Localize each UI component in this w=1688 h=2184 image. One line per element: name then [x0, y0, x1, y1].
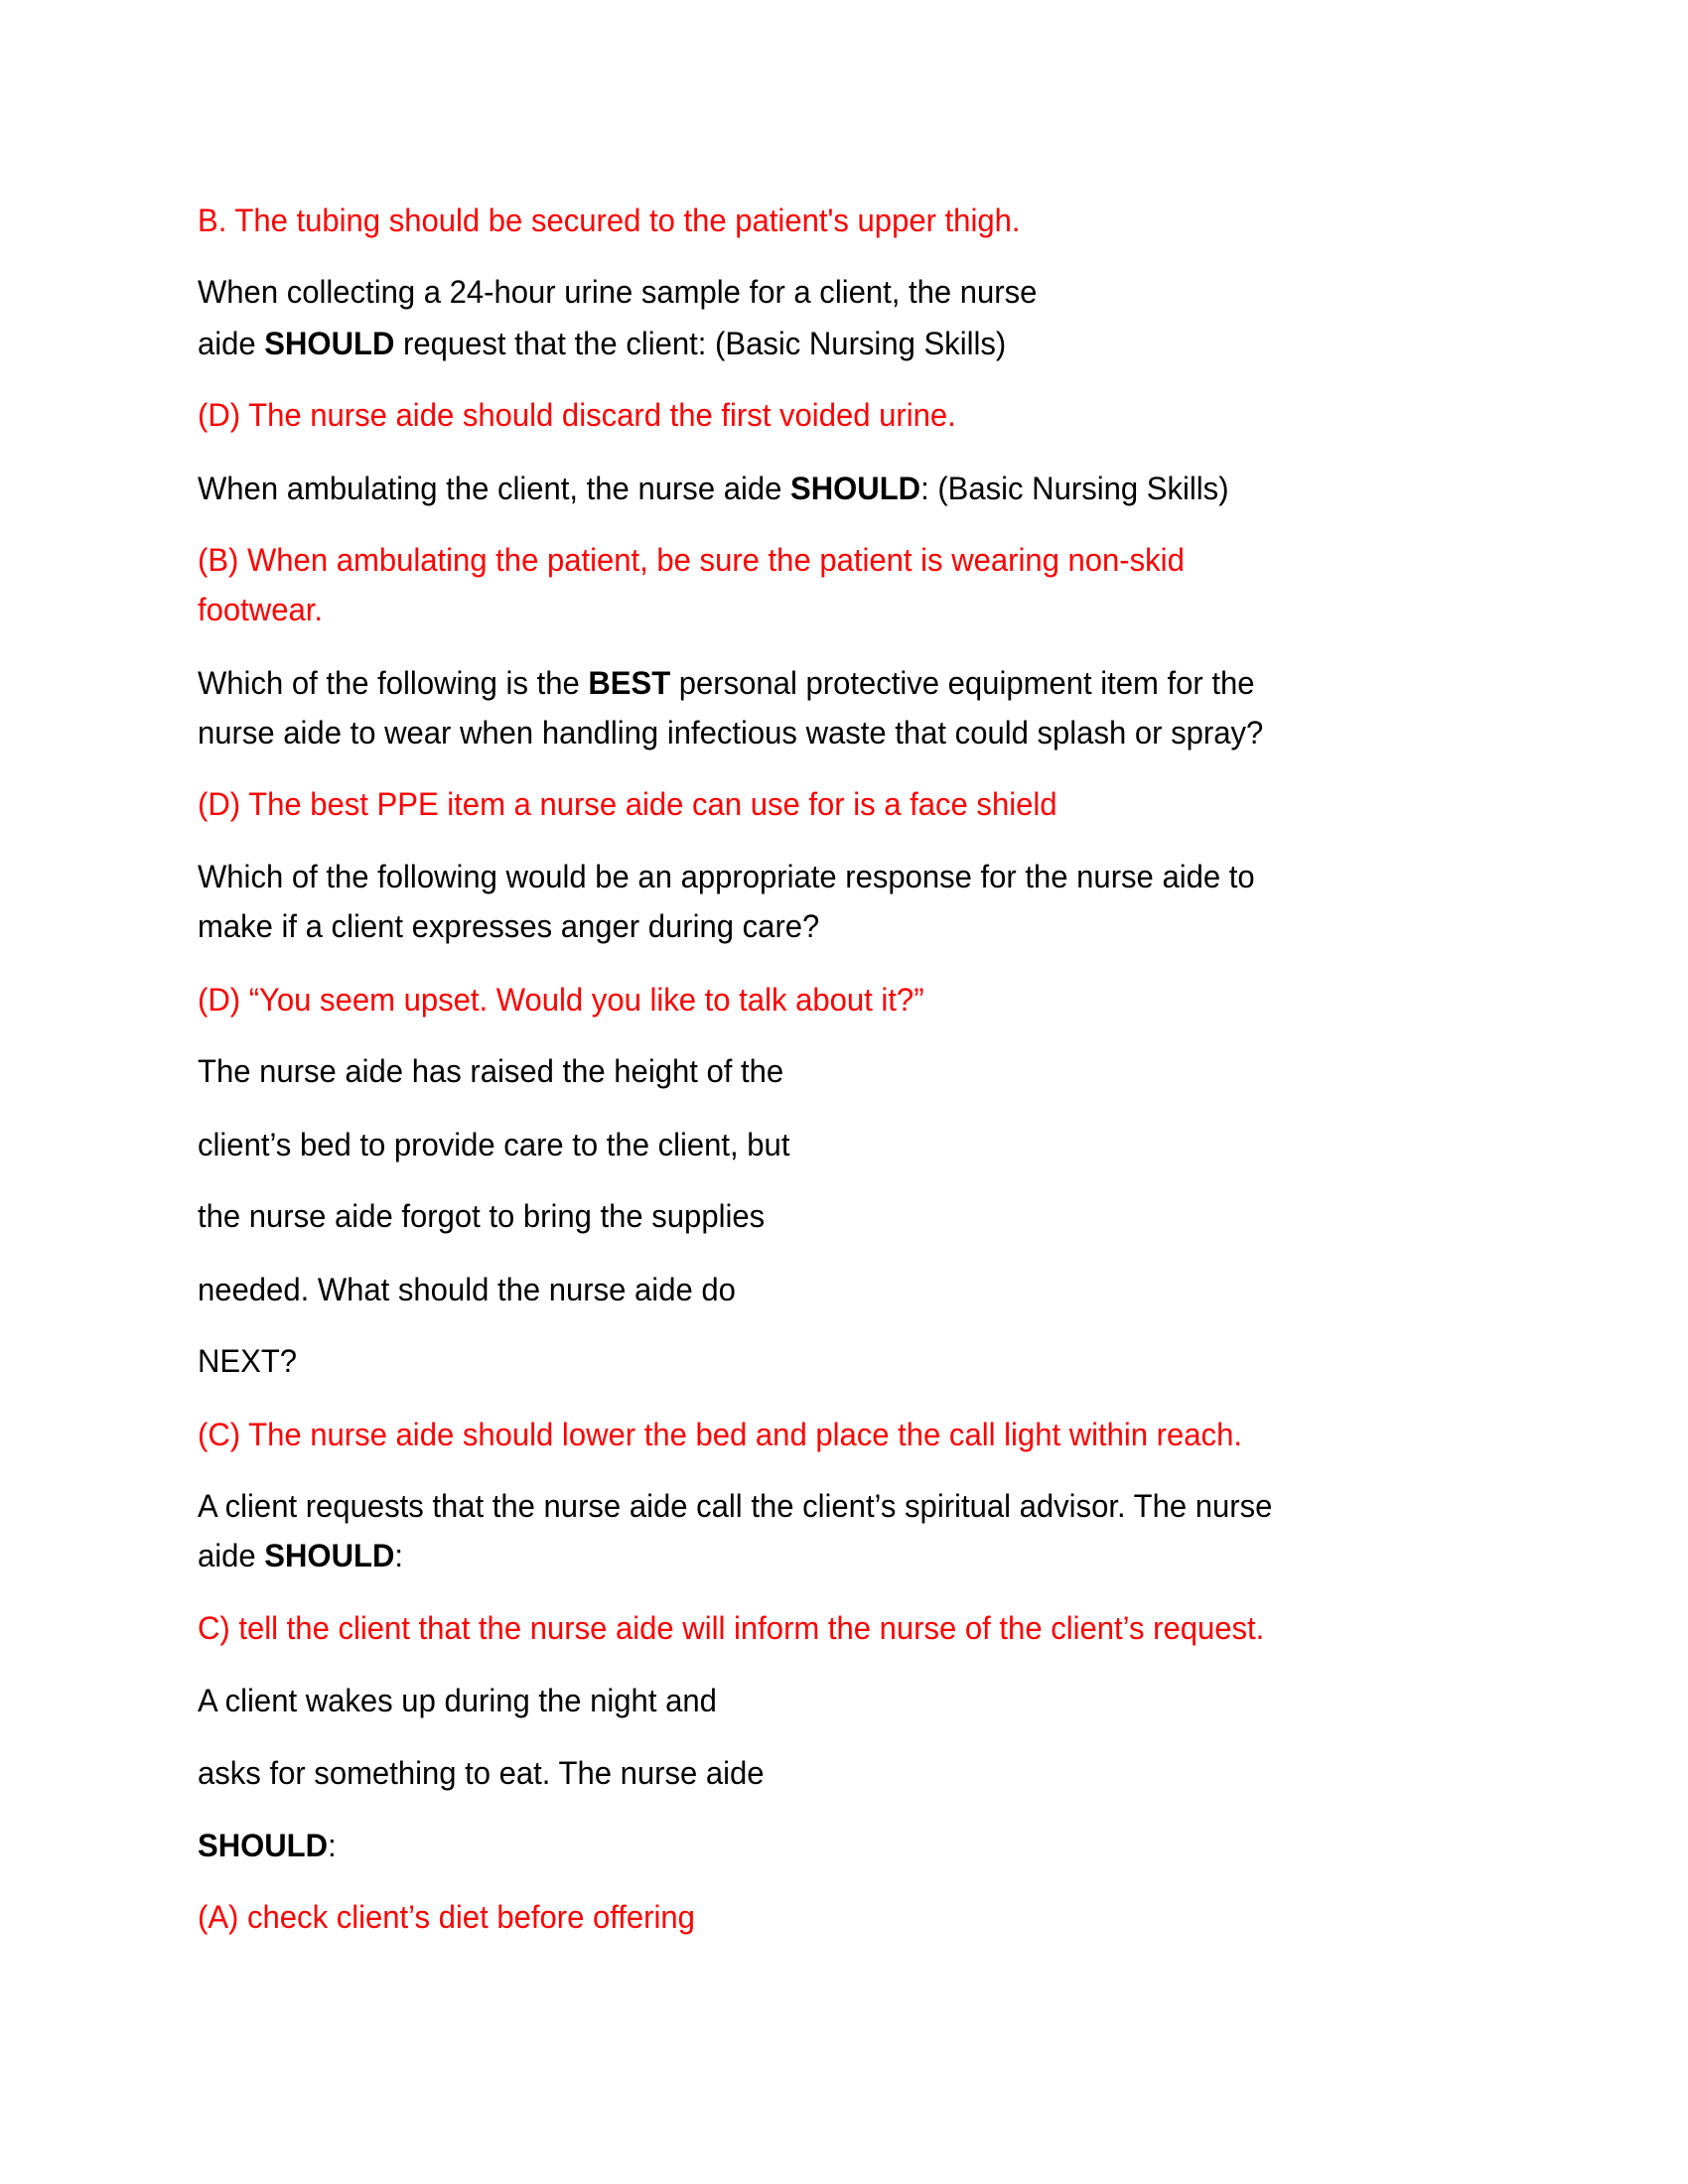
question-text: aide — [198, 326, 265, 361]
question-text: request that the client: (Basic Nursing Skills) — [394, 326, 1007, 361]
question-text: make if a client expresses anger during care? — [198, 908, 820, 944]
emphasis-text: SHOULD — [198, 1828, 329, 1863]
question-line — [198, 904, 819, 948]
question-line — [198, 1751, 765, 1795]
answer-line: (D) The nurse aide should discard the first voided urine. — [198, 397, 956, 433]
question-line — [198, 1123, 789, 1166]
answer-line: (D) The best PPE item a nurse aide can use for is a face shield — [198, 786, 1057, 822]
question-line — [198, 855, 1255, 898]
question-text: needed. What should the nurse aide do — [198, 1272, 736, 1307]
question-line — [198, 467, 1229, 510]
question-line — [198, 1679, 717, 1722]
question-text: : (Basic Nursing Skills) — [920, 471, 1229, 506]
question-text: The nurse aide has raised the height of the — [198, 1053, 784, 1089]
emphasis-text: SHOULD — [264, 1538, 395, 1573]
answer-line: C) tell the client that the nurse aide will inform the nurse of the client’s request. — [198, 1610, 1265, 1646]
question-text: Which of the following is the — [198, 665, 589, 701]
question-text: client’s bed to provide care to the client, but — [198, 1127, 790, 1162]
question-text: When ambulating the client, the nurse aide — [198, 471, 791, 506]
emphasis-text: SHOULD — [790, 471, 921, 506]
question-line — [198, 1194, 765, 1238]
question-line — [198, 1824, 337, 1867]
question-text: : — [394, 1538, 403, 1573]
question-text: asks for something to eat. The nurse aide — [198, 1755, 765, 1791]
question-line — [198, 1049, 783, 1093]
question-text: personal protective equipment item for the — [670, 665, 1255, 701]
question-text: the nurse aide forgot to bring the supplies — [198, 1198, 766, 1234]
question-text: : — [328, 1828, 337, 1863]
question-line — [198, 711, 1263, 754]
question-line — [198, 1268, 736, 1311]
answer-line: B. The tubing should be secured to the patient's upper thigh. — [198, 203, 1021, 238]
question-text: NEXT? — [198, 1343, 298, 1379]
answer-line: (B) When ambulating the patient, be sure the patient is wearing non-skid — [198, 542, 1185, 578]
question-line — [198, 661, 1254, 705]
question-line — [198, 322, 1006, 365]
question-text: aide — [198, 1538, 265, 1573]
question-text: Which of the following would be an appropriate response for the nurse aide to — [198, 859, 1255, 894]
question-line — [198, 270, 1037, 314]
question-line — [198, 1534, 403, 1577]
question-line — [198, 1484, 1272, 1528]
emphasis-text: BEST — [588, 665, 671, 701]
answer-line: footwear. — [198, 592, 323, 627]
question-text: A client wakes up during the night and — [198, 1683, 717, 1718]
question-text: When collecting a 24-hour urine sample for a client, the nurse — [198, 274, 1038, 310]
answer-line: (D) “You seem upset. Would you like to talk about it?” — [198, 982, 924, 1018]
answer-line: (A) check client’s diet before offering — [198, 1899, 695, 1935]
question-text: A client requests that the nurse aide call the client’s spiritual advisor. The nurse — [198, 1488, 1273, 1524]
answer-line: (C) The nurse aide should lower the bed and place the call light within reach. — [198, 1417, 1242, 1452]
question-text: nurse aide to wear when handling infectious waste that could splash or spray? — [198, 715, 1264, 751]
emphasis-text: SHOULD — [264, 326, 395, 361]
question-line — [198, 1339, 297, 1383]
